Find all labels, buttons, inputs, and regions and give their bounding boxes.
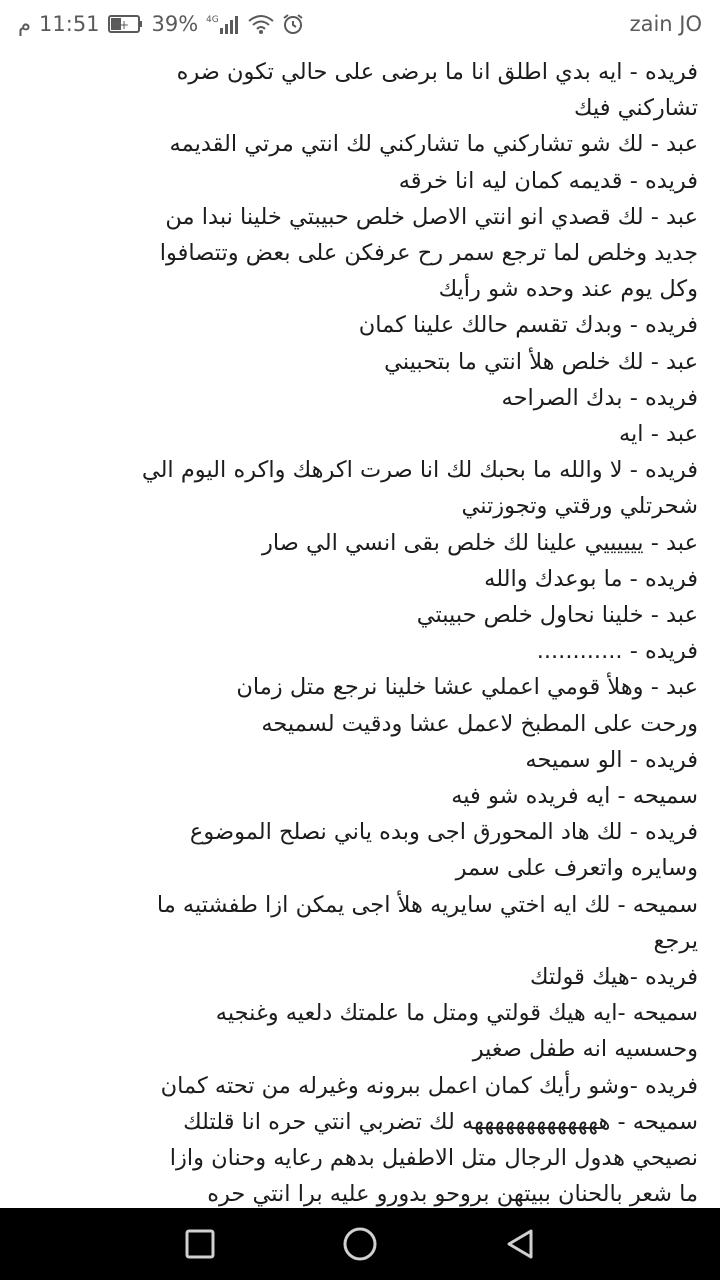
text-line: عبد - ييييييي علينا لك خلص بقى انسي الي صار <box>262 529 698 556</box>
square-icon <box>184 1228 216 1260</box>
status-bar <box>0 0 720 48</box>
home-button[interactable] <box>330 1214 390 1274</box>
text-line: فريده - الو سميحه <box>525 746 698 773</box>
text-line: تشاركني فيك <box>574 95 698 122</box>
text-line: فريده - لا والله ما بحبك لك انا صرت اكرهك واكره اليوم الي <box>141 457 698 484</box>
recents-button[interactable] <box>170 1214 230 1274</box>
text-line: فريده - وبدك تقسم حالك علينا كمان <box>358 312 698 339</box>
svg-text:4G: 4G <box>206 15 219 25</box>
svg-text:+: + <box>118 18 129 32</box>
text-line: وكل يوم عند وحده شو رأيك <box>438 276 698 303</box>
wifi-icon <box>248 13 274 35</box>
message-text <box>0 48 720 1208</box>
text-line: عبد - ايه <box>618 421 698 448</box>
text-line: فريده -وشو رأيك كمان اعمل ببرونه وغيرله من تحته كمان <box>160 1072 698 1099</box>
battery-percent: 39% <box>151 12 199 36</box>
text-line: سميحه - ايه فريده شو فيه <box>451 783 698 810</box>
text-line: فريده - ............ <box>536 638 698 665</box>
text-line: عبد - لك شو تشاركني ما تشاركني لك انتي مرتي القديمه <box>169 131 698 158</box>
text-line: فريده - لك هاد المحورق اجى وبده ياني نصلح الموضوع <box>189 819 698 846</box>
navigation-bar <box>0 1208 720 1280</box>
text-line: سميحه - هههههههههههههه لك تضربي انتي حره انا قلتلك <box>183 1108 698 1135</box>
text-line: سميحه - لك ايه اختي سايريه هلأ اجى يمكن ازا طفشتيه ما <box>156 891 698 918</box>
battery-icon <box>108 14 144 34</box>
text-line: ما شعر بالحنان ببيتهن بروحو بدورو عليه برا انتي حره <box>207 1181 698 1208</box>
text-line: سميحه -ايه هيك قولتي ومتل ما علمتك دلعيه وغنجيه <box>215 1000 698 1027</box>
carrier-label: zain JO <box>629 12 702 36</box>
ampm-label: م <box>18 12 32 36</box>
status-left <box>18 12 304 36</box>
text-line: عبد - وهلأ قومي اعملي عشا خلينا نرجع متل زمان <box>236 674 698 701</box>
text-line: عبد - خلينا نحاول خلص حبيبتي <box>416 602 698 629</box>
text-line: وسايره واتعرف على سمر <box>455 855 698 882</box>
text-line: فريده - ما بوعدك والله <box>484 565 698 592</box>
text-line: فريده - ايه بدي اطلق انا ما برضى على حالي تكون ضره <box>176 59 698 85</box>
text-line: عبد - لك قصدي انو انتي الاصل خلص حبيبتي خلينا نبدا من <box>165 203 698 230</box>
text-line: وحسسيه انه طفل صغير <box>472 1036 698 1063</box>
text-line: عبد - لك خلص هلأ انتي ما بتحبيني <box>384 348 698 375</box>
signal-icon <box>206 13 240 35</box>
text-line: فريده - بدك الصراحه <box>501 384 698 411</box>
status-right <box>630 12 702 36</box>
text-line: فريده - قديمه كمان ليه انا خرقه <box>398 167 698 194</box>
text-line: فريده -هيك قولتك <box>529 964 698 991</box>
circle-icon <box>342 1226 378 1262</box>
text-line: نصيحي هدول الرجال متل الاطفيل بدهم رعايه وحنان وازا <box>169 1145 698 1172</box>
alarm-icon <box>282 13 304 35</box>
text-line: شحرتلي ورقتي وتجوزتني <box>461 493 698 520</box>
back-button[interactable] <box>490 1214 550 1274</box>
text-line: يرجع <box>653 927 698 954</box>
text-line: جديد وخلص لما ترجع سمر رح عرفكن على بعض وتتصافوا <box>159 240 698 267</box>
text-line: ورحت على المطبخ لاعمل عشا ودقيت لسميحه <box>261 710 698 737</box>
triangle-icon <box>503 1227 537 1261</box>
time-label: 11:51 <box>39 12 100 36</box>
